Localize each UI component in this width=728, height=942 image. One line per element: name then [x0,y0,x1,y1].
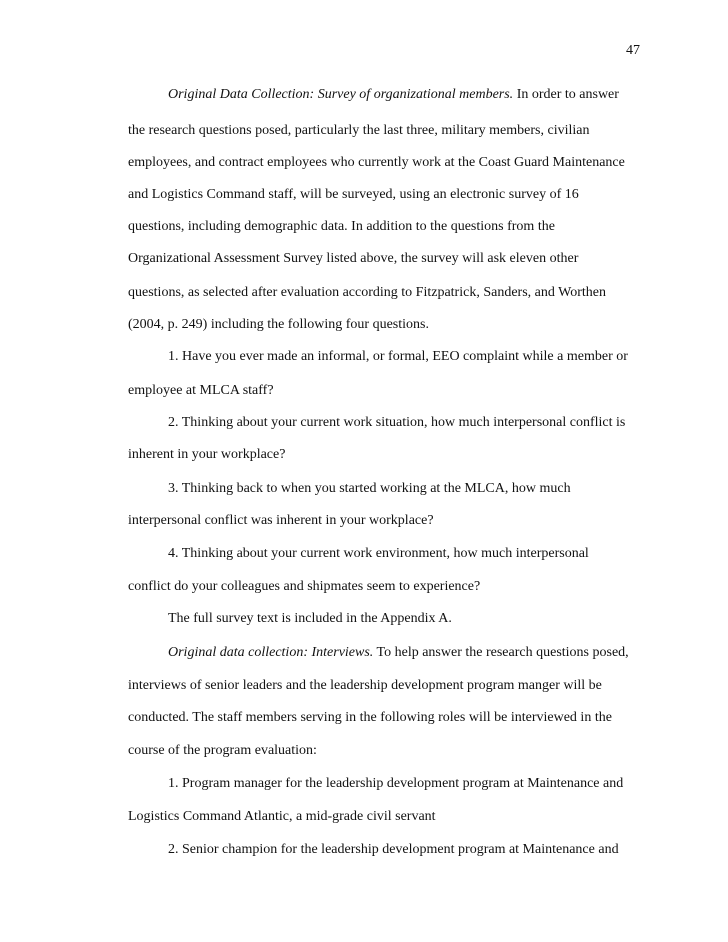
list-item-line: employee at MLCA staff? [128,383,274,398]
paragraph-line: questions, as selected after evaluation according to Fitzpatrick, Sanders, and Worthen [128,285,606,300]
list-item-line: 1. Have you ever made an informal, or formal, EEO complaint while a member or [168,349,628,364]
paragraph-line: employees, and contract employees who currently work at the Coast Guard Maintenance [128,155,625,170]
section-heading: Original Data Collection: Survey of organizational members. [168,87,514,102]
paragraph-line: conducted. The staff members serving in the following roles will be interviewed in the [128,710,612,725]
list-item-line: inherent in your workplace? [128,447,286,462]
list-item-line: interpersonal conflict was inherent in your workplace? [128,513,434,528]
paragraph-line [168,86,619,104]
section-heading: Original data collection: Interviews. [168,645,374,660]
paragraph-line: and Logistics Command staff, will be surveyed, using an electronic survey of 16 [128,187,579,202]
paragraph-line: course of the program evaluation: [128,743,317,758]
list-item-line: 4. Thinking about your current work environment, how much interpersonal [168,546,589,561]
list-item-line: conflict do your colleagues and shipmates seem to experience? [128,579,481,594]
paragraph-line: interviews of senior leaders and the leadership development program manger will be [128,678,602,693]
line-text: In order to answer [513,87,619,102]
paragraph-line: the research questions posed, particularly the last three, military members, civilian [128,123,590,138]
list-item-line: 1. Program manager for the leadership development program at Maintenance and [168,776,624,791]
line-text: To help answer the research questions posed, [373,645,629,660]
list-item-line: 3. Thinking back to when you started working at the MLCA, how much [168,481,571,496]
list-item-line: Logistics Command Atlantic, a mid-grade civil servant [128,809,436,824]
paragraph-line: The full survey text is included in the Appendix A. [168,611,452,626]
paragraph-line: questions, including demographic data. In addition to the questions from the [128,219,555,234]
list-item-line: 2. Senior champion for the leadership development program at Maintenance and [168,842,619,857]
page-number: 47 [626,43,640,58]
paragraph-line: (2004, p. 249) including the following four questions. [128,317,429,332]
list-item-line: 2. Thinking about your current work situation, how much interpersonal conflict is [168,415,626,430]
paragraph-line: Organizational Assessment Survey listed above, the survey will ask eleven other [128,251,579,266]
paragraph-line [168,644,629,662]
